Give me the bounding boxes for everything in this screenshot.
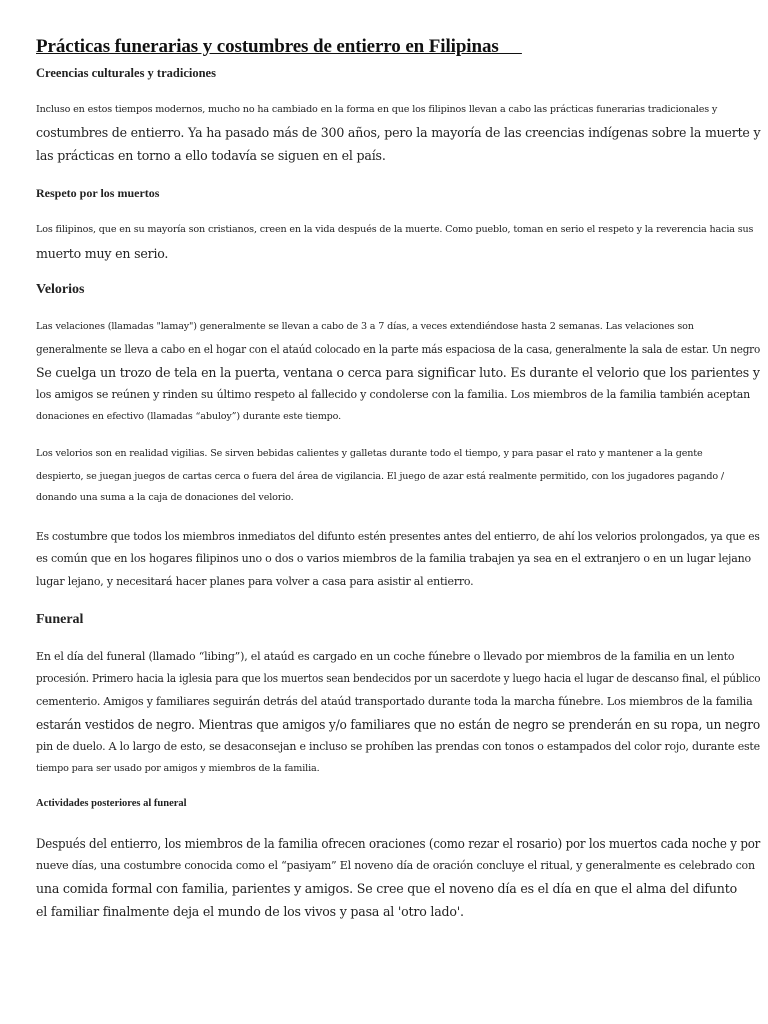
text-line: Es costumbre que todos los miembros inmediatos del difunto estén presentes antes del entierro, de ahí los velorios prolongados, ya que es: [36, 530, 760, 543]
text-line: En el día del funeral (llamado “libing”), el ataúd es cargado en un coche fúnebre o llevado por miembros de la familia en un lento: [36, 650, 735, 663]
text-line: pin de duelo. A lo largo de esto, se desaconsejan e incluso se prohíben las prendas con tonos o estampados del color rojo, durante este: [36, 740, 760, 753]
text-line: Incluso en estos tiempos modernos, mucho no ha cambiado en la forma en que los filipinos llevan a cabo las prácticas funerarias tradicionales y: [36, 104, 718, 115]
text-line: tiempo para ser usado por amigos y miembros de la familia.: [36, 763, 320, 774]
text-line: lugar lejano, y necesitará hacer planes para volver a casa para asistir al entierro.: [36, 575, 474, 588]
text-line: generalmente se lleva a cabo en el hogar con el ataúd colocado en la parte más espaciosa de la casa, generalmente la sala de estar. Un negro: [36, 343, 761, 356]
text-line: las prácticas en torno a ello todavía se siguen en el país.: [36, 148, 386, 163]
text-line: despierto, se juegan juegos de cartas cerca o fuera del área de vigilancia. El juego de azar está realmente permitido, con los jugadores pagando /: [36, 471, 724, 482]
document-title: Prácticas funerarias y costumbres de entierro en Filipinas: [36, 36, 522, 57]
text-line: Los velorios son en realidad vigilias. Se sirven bebidas calientes y galletas durante todo el tiempo, y para pasar el rato y mantener a la gente: [36, 448, 703, 459]
section-heading-velorios: Velorios: [36, 282, 85, 297]
text-line: Después del entierro, los miembros de la familia ofrecen oraciones (como rezar el rosario) por los muertos cada noche y por: [36, 836, 761, 851]
text-line: donaciones en efectivo (llamadas “abuloy”) durante este tiempo.: [36, 411, 341, 422]
text-line: Las velaciones (llamadas "lamay") generalmente se llevan a cabo de 3 a 7 días, a veces extendiéndose hasta 2 semanas. Las velaciones son: [36, 321, 694, 332]
text-line: estarán vestidos de negro. Mientras que amigos y/o familiares que no están de negro se prenderán en su ropa, un negro: [36, 717, 761, 732]
text-line: los amigos se reúnen y rinden su último respeto al fallecido y condolerse con la familia. Los miembros de la familia también aceptan: [36, 388, 750, 401]
document-subtitle: Creencias culturales y tradiciones: [36, 66, 216, 80]
text-line: donando una suma a la caja de donaciones del velorio.: [36, 492, 294, 503]
text-line: una comida formal con familia, parientes y amigos. Se cree que el noveno día es el día en que el alma del difunto: [36, 881, 737, 896]
text-line: es común que en los hogares filipinos uno o dos o varios miembros de la familia trabajen ya sea en el extranjero o en un lugar lejano: [36, 552, 751, 565]
text-line: procesión. Primero hacia la iglesia para que los muertos sean bendecidos por un sacerdote y luego hacia el lugar de descanso final, el público: [36, 672, 761, 685]
text-line: cementerio. Amigos y familiares seguirán detrás del ataúd transportado durante toda la marcha fúnebre. Los miembros de la familia: [36, 695, 753, 708]
text-line: el familiar finalmente deja el mundo de los vivos y pasa al 'otro lado'.: [36, 904, 464, 919]
text-line: nueve días, una costumbre conocida como el “pasiyam” El noveno día de oración concluye el ritual, y generalmente es celebrado con: [36, 859, 755, 872]
text-line: Se cuelga un trozo de tela en la puerta, ventana o cerca para significar luto. Es durante el velorio que los parientes y: [36, 365, 760, 380]
section-heading-funeral: Funeral: [36, 612, 84, 627]
text-line: Los filipinos, que en su mayoría son cristianos, creen en la vida después de la muerte. Como pueblo, toman en serio el respeto y la reverencia hacia sus: [36, 224, 754, 235]
text-line: costumbres de entierro. Ya ha pasado más de 300 años, pero la mayoría de las creencias indígenas sobre la muerte y: [36, 125, 761, 140]
section-heading-respeto: Respeto por los muertos: [36, 186, 160, 200]
section-heading-post-funeral: Actividades posteriores al funeral: [36, 798, 187, 809]
text-line: muerto muy en serio.: [36, 246, 169, 261]
